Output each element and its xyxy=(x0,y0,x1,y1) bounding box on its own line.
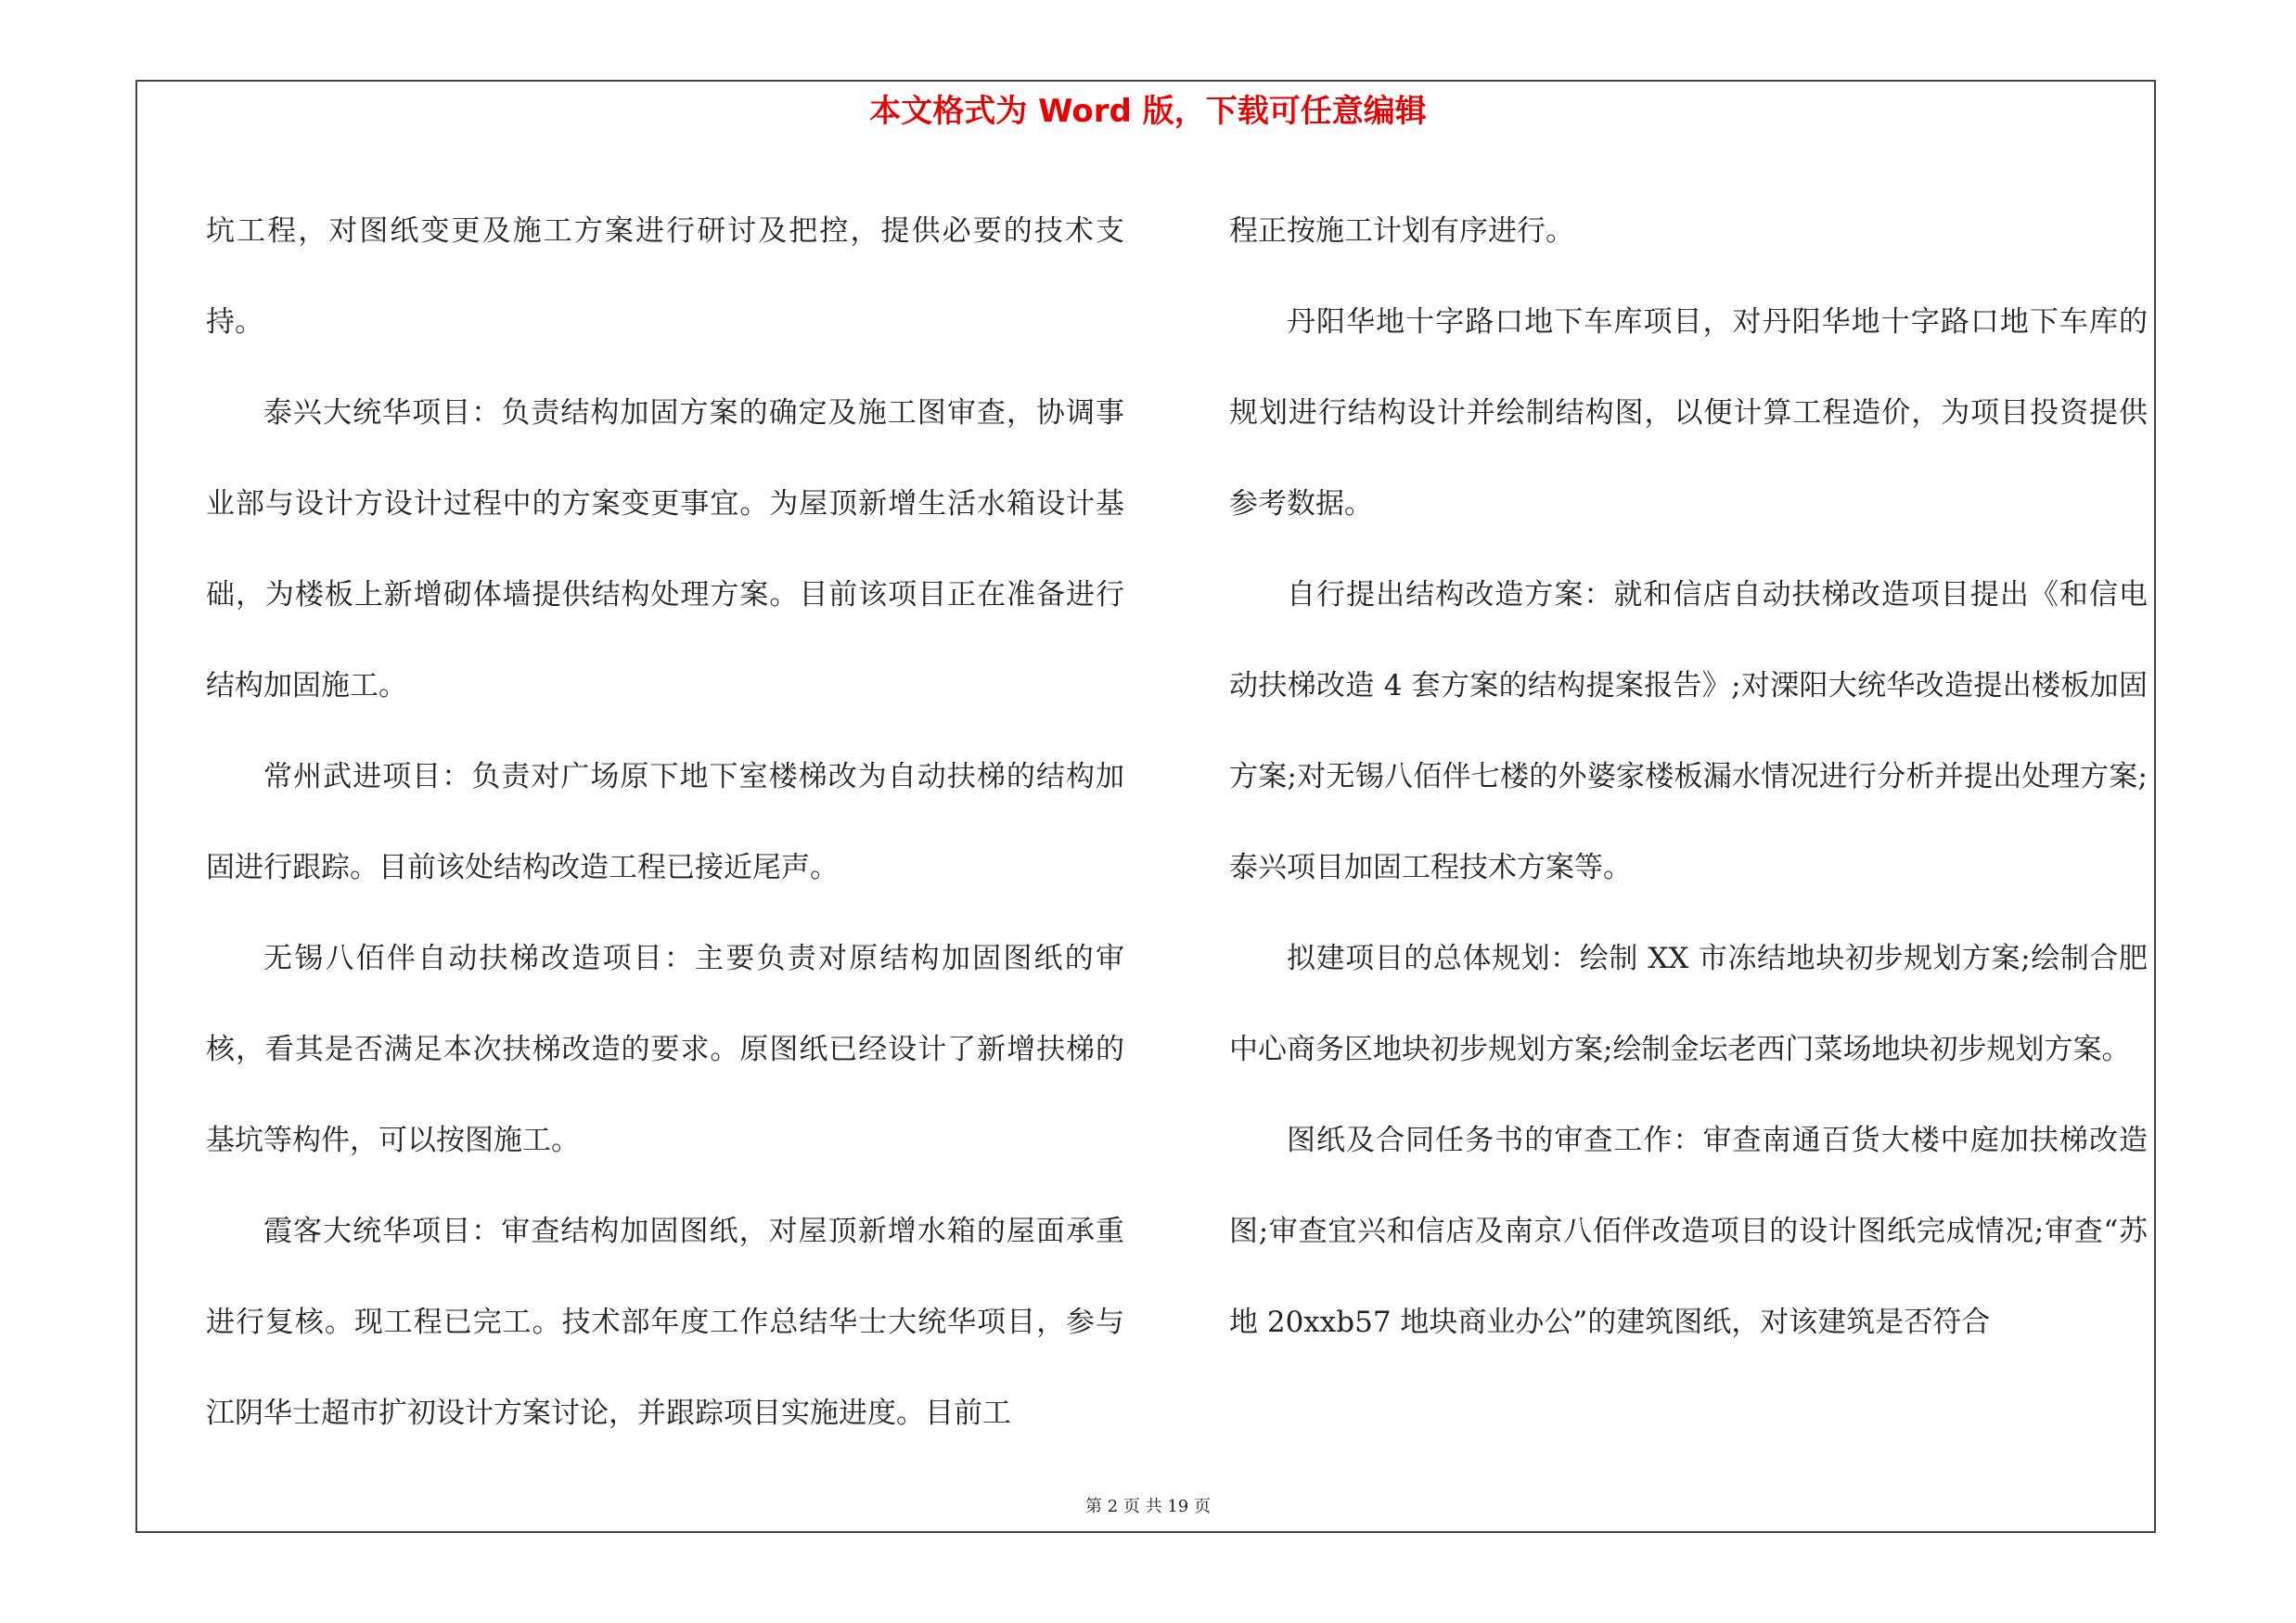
paragraph: 霞客大统华项目：审查结构加固图纸，对屋顶新增水箱的屋面承重进行复核。现工程已完工。技术部年度工作总结华士大统华项目，参与江阴华士超市扩初设计方案讨论，并跟踪项目实施进度。目前工 xyxy=(206,1215,1124,1430)
paragraph: 泰兴大统华项目：负责结构加固方案的确定及施工图审查，协调事业部与设计方设计过程中的方案变更事宜。为屋顶新增生活水箱设计基础，为楼板上新增砌体墙提供结构处理方案。目前该项目正在准备进行结构加固施工。 xyxy=(206,396,1124,702)
paragraph: 程正按施工计划有序进行。 xyxy=(1229,214,1574,248)
right-column xyxy=(1229,186,2148,1368)
paragraph: 拟建项目的总体规划：绘制 XX 市冻结地块初步规划方案;绘制合肥中心商务区地块初步规划方案;绘制金坛老西门菜场地块初步规划方案。 xyxy=(1229,942,2148,1066)
paragraph: 丹阳华地十字路口地下车库项目，对丹阳华地十字路口地下车库的规划进行结构设计并绘制结构图，以便计算工程造价，为项目投资提供参考数据。 xyxy=(1229,305,2148,521)
paragraph: 自行提出结构改造方案：就和信店自动扶梯改造项目提出《和信电动扶梯改造 4 套方案的结构提案报告》;对溧阳大统华改造提出楼板加固方案;对无锡八佰伴七楼的外婆家楼板漏水情况进行分析并提出处理方案;泰兴项目加固工程技术方案等。 xyxy=(1229,578,2148,884)
paragraph: 图纸及合同任务书的审查工作：审查南通百货大楼中庭加扶梯改造图;审查宜兴和信店及南京八佰伴改造项目的设计图纸完成情况;审查“苏地 20xxb57 地块商业办公”的建筑图纸，对该建筑是否符合 xyxy=(1229,1124,2148,1339)
paragraph: 无锡八佰伴自动扶梯改造项目：主要负责对原结构加固图纸的审核，看其是否满足本次扶梯改造的要求。原图纸已经设计了新增扶梯的基坑等构件，可以按图施工。 xyxy=(206,942,1124,1157)
left-column xyxy=(206,186,1124,1459)
page-number: 第 2 页 共 19 页 xyxy=(1085,1497,1211,1516)
paragraph: 常州武进项目：负责对广场原下地下室楼梯改为自动扶梯的结构加固进行跟踪。目前该处结构改造工程已接近尾声。 xyxy=(206,760,1124,884)
paragraph: 坑工程，对图纸变更及施工方案进行研讨及把控，提供必要的技术支持。 xyxy=(206,214,1124,339)
format-banner: 本文格式为 Word 版，下载可任意编辑 xyxy=(869,93,1427,130)
